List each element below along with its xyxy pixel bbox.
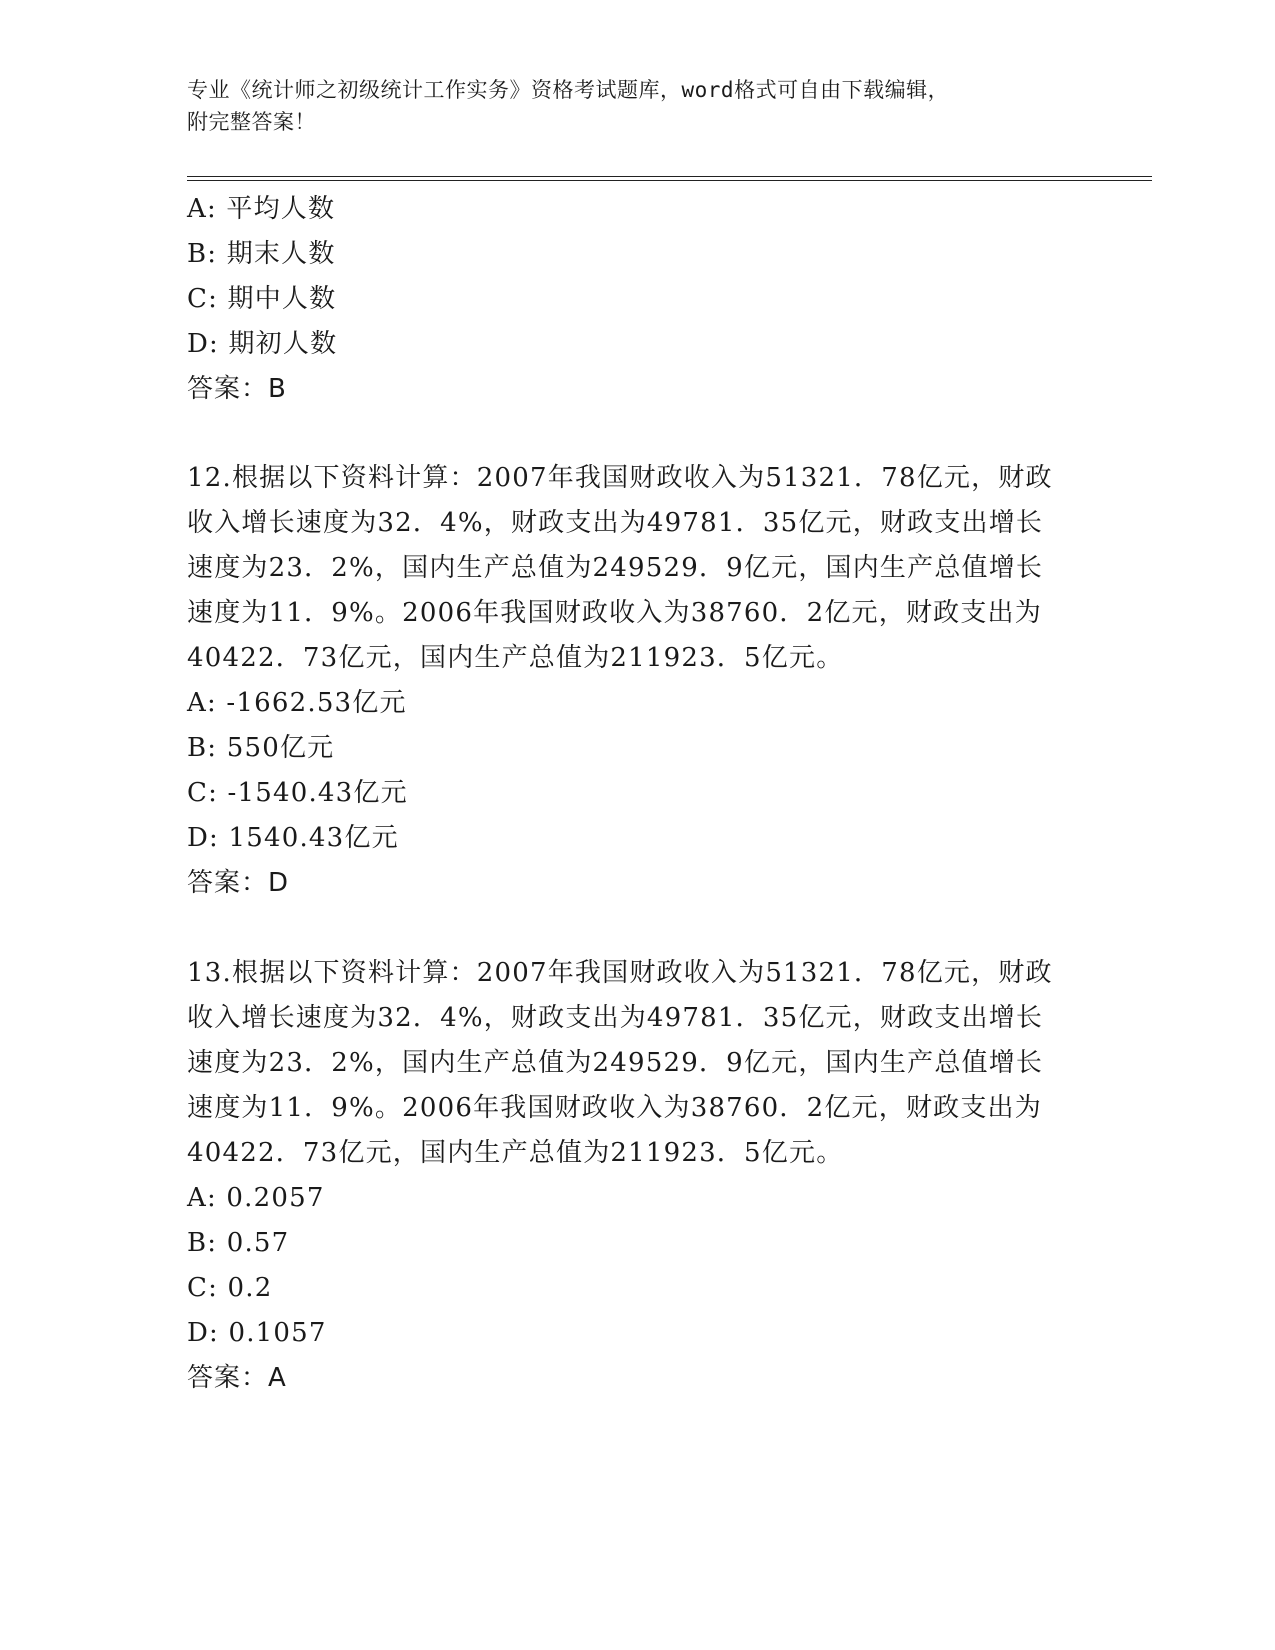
prev-option-a: A: 平均人数	[187, 194, 336, 224]
q12-answer: 答案：D	[187, 868, 290, 898]
q12-text-line-2: 收入增长速度为32．4%，财政支出为49781．35亿元，财政支出增长	[187, 508, 1044, 538]
q12-option-b: B: 550亿元	[187, 733, 335, 763]
q13-text-line-5: 40422．73亿元，国内生产总值为211923．5亿元。	[187, 1138, 844, 1168]
q12-option-a: A: -1662.53亿元	[187, 688, 407, 718]
q13-option-c: C: 0.2	[187, 1273, 273, 1303]
q13-text-line-3: 速度为23．2%，国内生产总值为249529．9亿元，国内生产总值增长	[187, 1048, 1044, 1078]
q12-text-line-5: 40422．73亿元，国内生产总值为211923．5亿元。	[187, 643, 844, 673]
q12-text-line-3: 速度为23．2%，国内生产总值为249529．9亿元，国内生产总值增长	[187, 553, 1044, 583]
prev-option-b: B: 期末人数	[187, 239, 336, 269]
q13-text-line-2: 收入增长速度为32．4%，财政支出为49781．35亿元，财政支出增长	[187, 1003, 1044, 1033]
prev-answer: 答案：B	[187, 374, 287, 404]
q13-option-a: A: 0.2057	[187, 1183, 325, 1213]
q13-option-d: D: 0.1057	[187, 1318, 327, 1348]
document-header-line-2: 附完整答案！	[187, 110, 316, 134]
prev-option-d: D: 期初人数	[187, 329, 338, 359]
prev-option-c: C: 期中人数	[187, 284, 337, 314]
q13-text-line-4: 速度为11．9%。2006年我国财政收入为38760．2亿元，财政支出为	[187, 1093, 1042, 1123]
q12-text-line-1: 12.根据以下资料计算：2007年我国财政收入为51321．78亿元，财政	[187, 463, 1053, 493]
document-header-line-1: 专业《统计师之初级统计工作实务》资格考试题库，word格式可自由下载编辑，	[187, 78, 950, 102]
q12-option-d: D: 1540.43亿元	[187, 823, 399, 853]
q13-answer: 答案：A	[187, 1363, 287, 1393]
q12-text-line-4: 速度为11．9%。2006年我国财政收入为38760．2亿元，财政支出为	[187, 598, 1042, 628]
header-divider-top	[187, 176, 1152, 177]
q13-text-line-1: 13.根据以下资料计算：2007年我国财政收入为51321．78亿元，财政	[187, 958, 1053, 988]
q12-option-c: C: -1540.43亿元	[187, 778, 408, 808]
header-divider-bottom	[187, 180, 1152, 181]
q13-option-b: B: 0.57	[187, 1228, 290, 1258]
